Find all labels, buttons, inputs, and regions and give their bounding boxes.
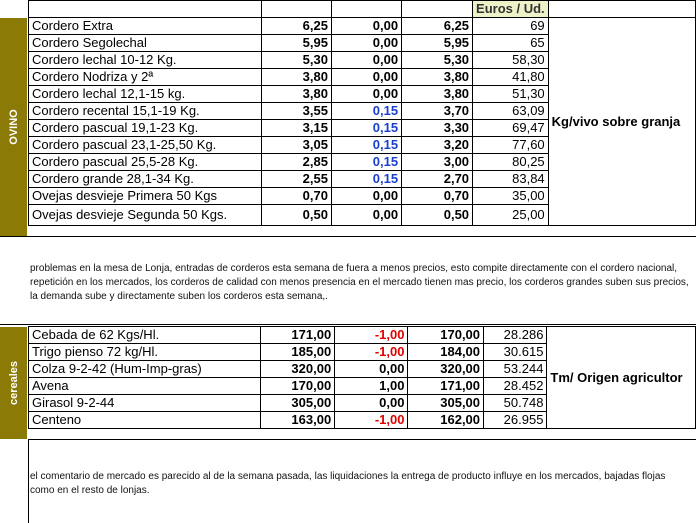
previous-price: 171,00 [260,327,335,344]
current-price: 184,00 [408,344,484,361]
ovino-side-label: OVINO [7,109,20,145]
product-name: Centeno [29,412,261,429]
product-name: Cordero pascual 19,1-23 Kg. [29,120,262,137]
euro-value: 58,30 [473,52,549,69]
euro-value: 51,30 [473,86,549,103]
product-name: Cordero Segolechal [29,35,262,52]
euro-value: 53.244 [484,361,547,378]
price-difference: 0,00 [331,35,401,52]
price-difference: 1,00 [335,378,408,395]
product-name: Cordero Extra [29,18,262,35]
product-name: Trigo pienso 72 kg/Hl. [29,344,261,361]
previous-price: 185,00 [260,344,335,361]
previous-price: 0,50 [261,205,331,226]
header-spacer [331,1,401,18]
product-name: Ovejas desvieje Segunda 50 Kgs. [29,205,262,226]
price-difference: 0,00 [331,69,401,86]
price-difference: 0,15 [331,120,401,137]
left-vertical-rule [28,439,29,523]
cereales-price-table [28,326,696,429]
current-price: 5,30 [402,52,473,69]
current-price: 5,95 [402,35,473,52]
previous-price: 305,00 [260,395,335,412]
euro-value: 35,00 [473,188,549,205]
euro-value: 25,00 [473,205,549,226]
unit-label: Kg/vivo sobre granja [548,18,695,226]
product-name: Cordero grande 28,1-34 Kg. [29,171,262,188]
cereales-bottom-divider [28,439,696,440]
current-price: 3,70 [402,103,473,120]
current-price: 3,30 [402,120,473,137]
cereales-side-band [0,327,27,439]
ovino-price-table [28,0,696,226]
product-name: Colza 9-2-42 (Hum-Imp-gras) [29,361,261,378]
product-name: Cordero Nodriza y 2ª [29,69,262,86]
header-spacer [261,1,331,18]
euro-value: 83,84 [473,171,549,188]
euro-value: 28.452 [484,378,547,395]
header-spacer [29,1,262,18]
current-price: 305,00 [408,395,484,412]
price-difference: 0,00 [331,188,401,205]
current-price: 320,00 [408,361,484,378]
price-difference: 0,15 [331,137,401,154]
unit-label: Tm/ Origen agricultor [547,327,696,429]
previous-price: 3,80 [261,86,331,103]
euro-value: 26.955 [484,412,547,429]
previous-price: 3,55 [261,103,331,120]
cereales-side-label: cereales [7,360,20,406]
euro-value: 30.615 [484,344,547,361]
previous-price: 2,55 [261,171,331,188]
price-difference: -1,00 [335,344,408,361]
previous-price: 2,85 [261,154,331,171]
previous-price: 320,00 [260,361,335,378]
previous-price: 170,00 [260,378,335,395]
euro-value: 69 [473,18,549,35]
euros-unit-header: Euros / Ud. [473,1,549,18]
product-name: Avena [29,378,261,395]
euro-value: 65 [473,35,549,52]
current-price: 0,50 [402,205,473,226]
product-name: Cebada de 62 Kgs/Hl. [29,327,261,344]
product-name: Cordero lechal 10-12 Kg. [29,52,262,69]
euro-value: 63,09 [473,103,549,120]
product-name: Girasol 9-2-44 [29,395,261,412]
current-price: 2,70 [402,171,473,188]
current-price: 3,80 [402,86,473,103]
ovino-section-divider [0,236,696,237]
previous-price: 0,70 [261,188,331,205]
price-difference: -1,00 [335,327,408,344]
header-spacer [548,1,695,18]
price-difference: 0,00 [331,205,401,226]
table-row [29,327,696,344]
product-name: Ovejas desvieje Primera 50 Kgs [29,188,262,205]
cereales-market-comment: el comentario de mercado es parecido al de la semana pasada, las liquidaciones la entrega de producto influye en los mercados, bajadas flojas como en el resto de lonjas. [30,471,666,496]
previous-price: 3,15 [261,120,331,137]
previous-price: 163,00 [260,412,335,429]
euro-value: 50.748 [484,395,547,412]
current-price: 0,70 [402,188,473,205]
price-difference: 0,15 [331,103,401,120]
euro-value: 69,47 [473,120,549,137]
table-row [29,18,696,35]
price-difference: 0,00 [335,361,408,378]
price-difference: 0,00 [331,86,401,103]
price-difference: 0,15 [331,171,401,188]
previous-price: 6,25 [261,18,331,35]
current-price: 6,25 [402,18,473,35]
product-name: Cordero recental 15,1-19 Kg. [29,103,262,120]
euro-value: 80,25 [473,154,549,171]
previous-price: 5,95 [261,35,331,52]
previous-price: 3,05 [261,137,331,154]
cereales-section-divider [0,324,696,325]
euro-value: 41,80 [473,69,549,86]
previous-price: 5,30 [261,52,331,69]
euro-value: 28.286 [484,327,547,344]
price-difference: 0,00 [335,395,408,412]
price-difference: 0,00 [331,52,401,69]
ovino-side-band [0,18,27,236]
current-price: 162,00 [408,412,484,429]
product-name: Cordero pascual 25,5-28 Kg. [29,154,262,171]
header-spacer [402,1,473,18]
current-price: 170,00 [408,327,484,344]
euro-value: 77,60 [473,137,549,154]
current-price: 3,20 [402,137,473,154]
header-row [29,1,696,18]
current-price: 171,00 [408,378,484,395]
product-name: Cordero lechal 12,1-15 kg. [29,86,262,103]
current-price: 3,00 [402,154,473,171]
product-name: Cordero pascual 23,1-25,50 Kg. [29,137,262,154]
price-difference: 0,00 [331,18,401,35]
ovino-market-comment: problemas en la mesa de Lonja, entradas de corderos esta semana de fuera a menos precios, esto compite directamente con el cordero nacional, repetición en los mercados, los corderos de calidad con menos presencia en el mercado tienen mas precio, los corderos grandes suben sus precios, la demanda sube y directamente suben los corderos esta semana,. [30,263,689,302]
price-difference: -1,00 [335,412,408,429]
previous-price: 3,80 [261,69,331,86]
price-difference: 0,15 [331,154,401,171]
current-price: 3,80 [402,69,473,86]
